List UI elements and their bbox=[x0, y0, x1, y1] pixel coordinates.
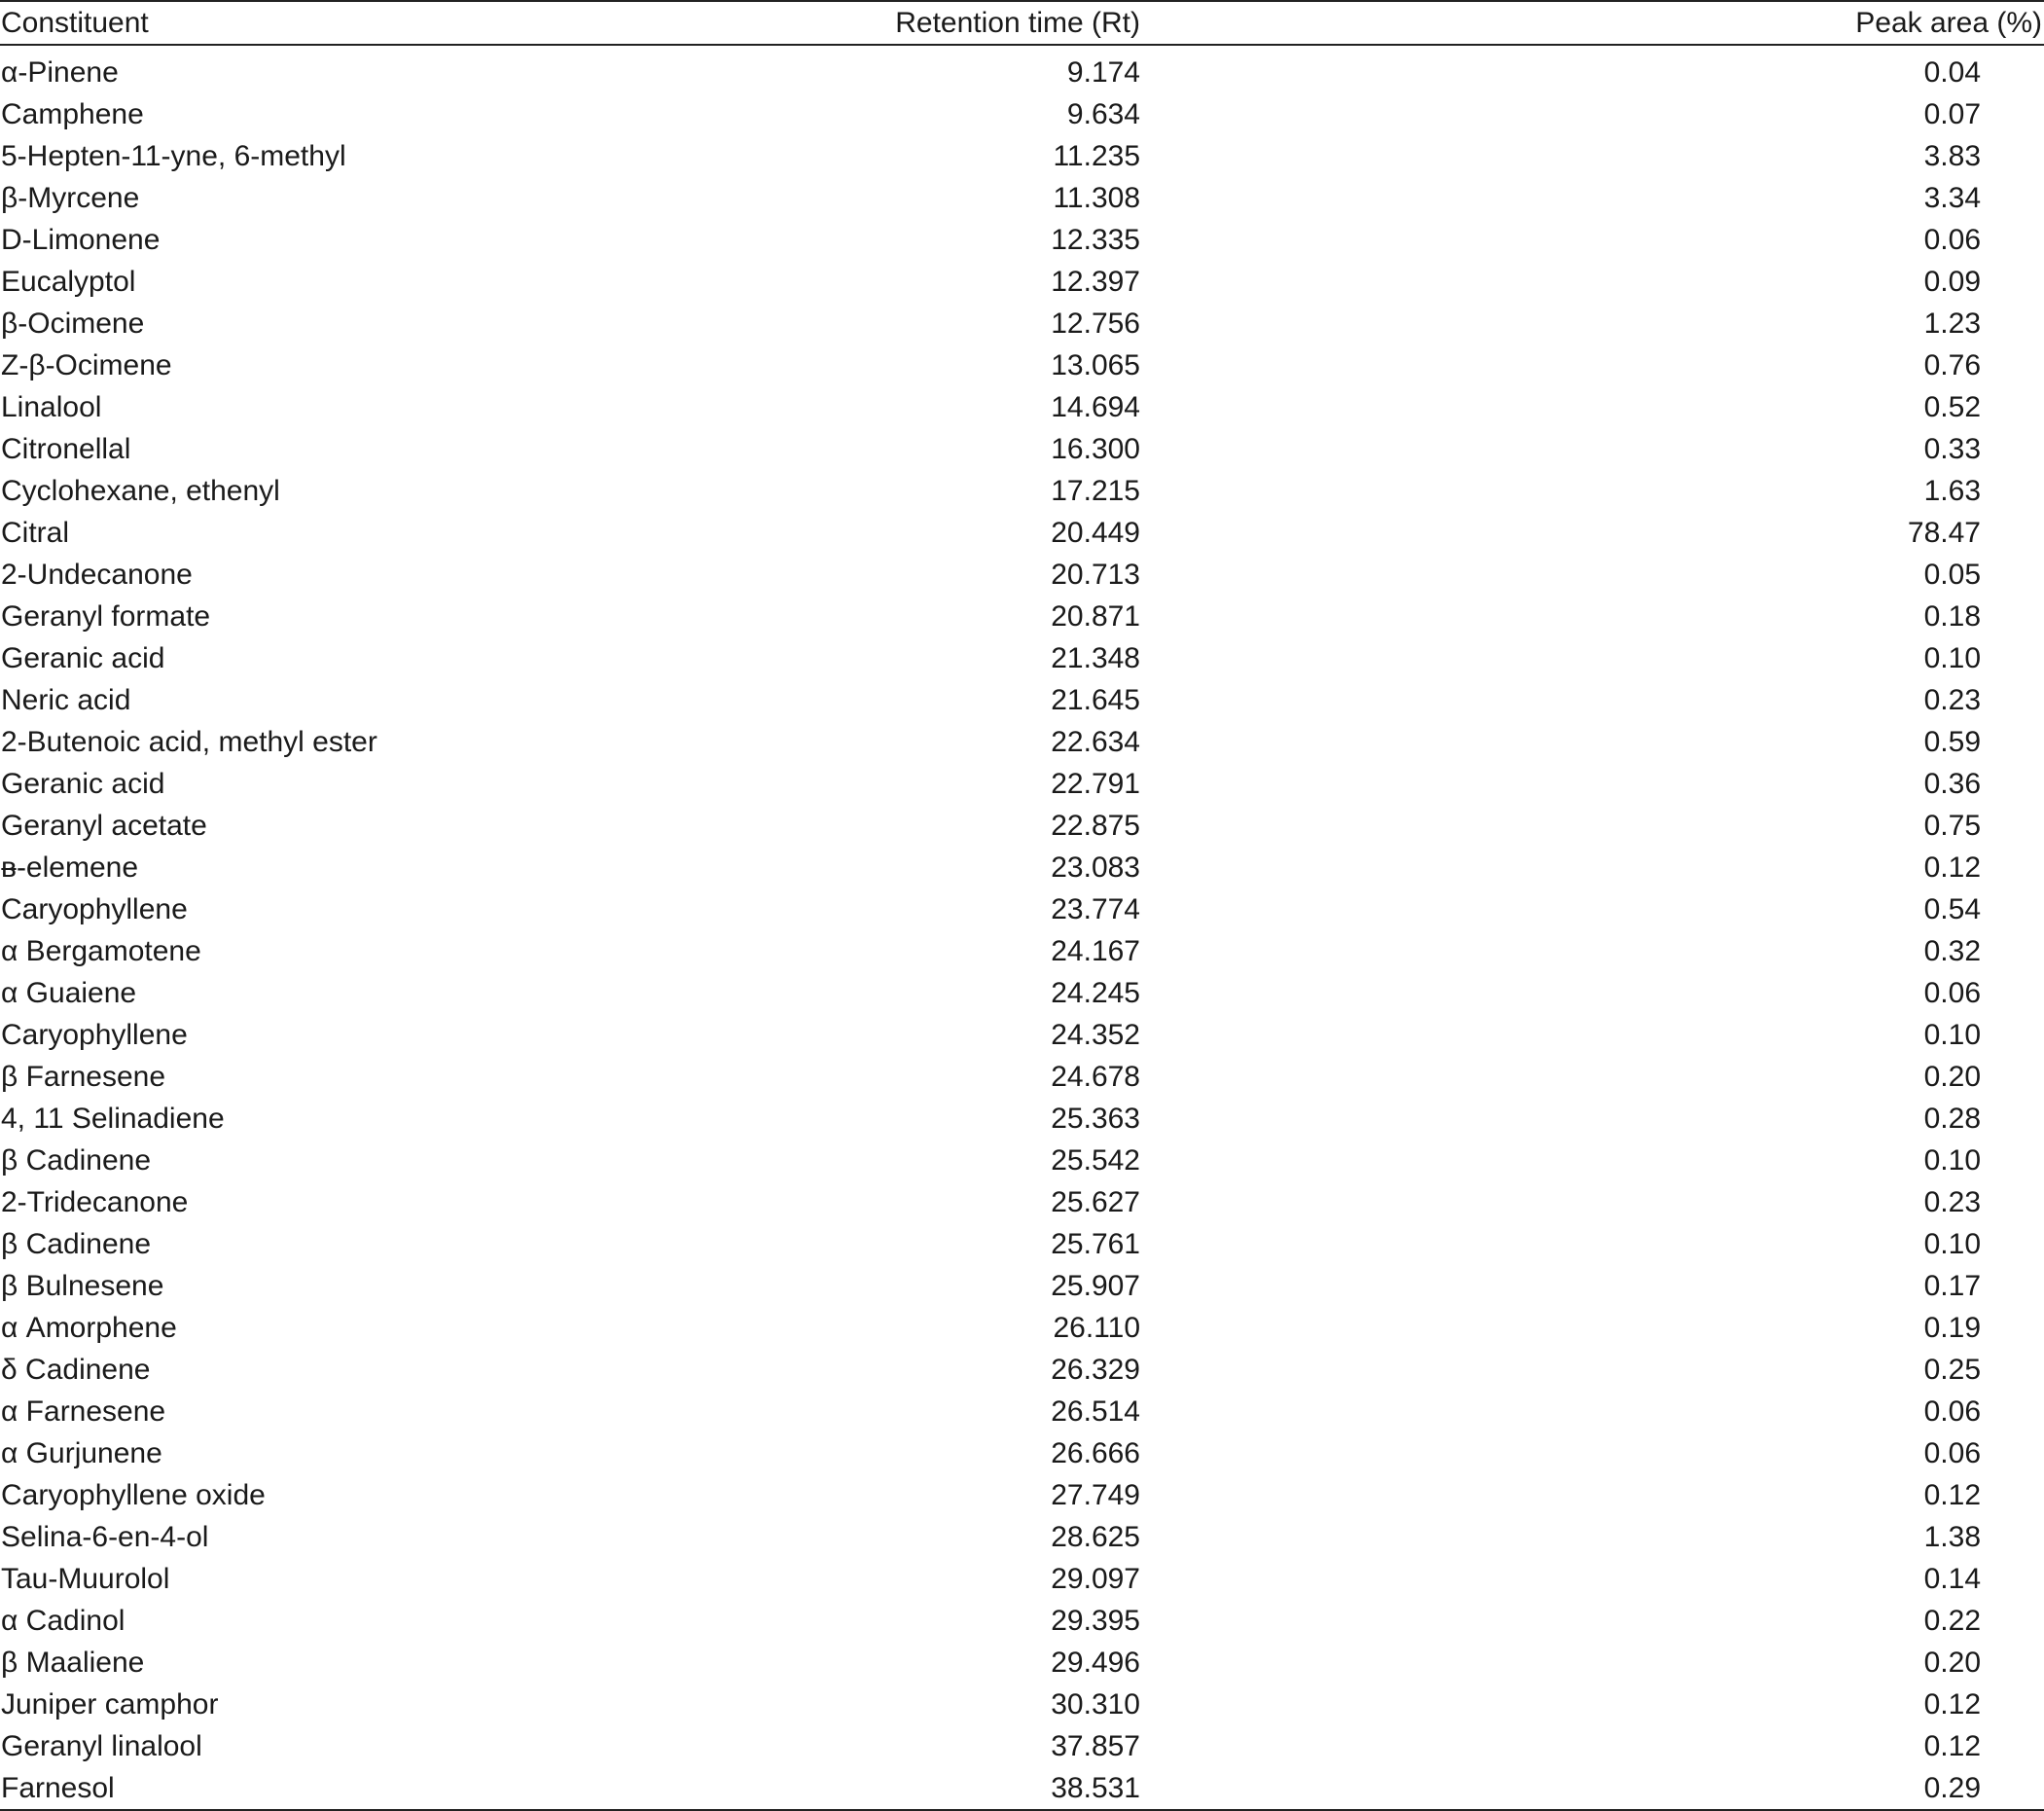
table-row bbox=[0, 1391, 2044, 1432]
cell-peak-area: 0.10 bbox=[1923, 1228, 1981, 1260]
cell-constituent: Citronellal bbox=[1, 433, 131, 465]
cell-peak-area: 0.54 bbox=[1923, 893, 1981, 925]
table-row bbox=[0, 763, 2044, 805]
cell-constituent: α Amorphene bbox=[1, 1312, 177, 1344]
cell-constituent: Geranyl linalool bbox=[1, 1730, 202, 1762]
cell-peak-area: 0.18 bbox=[1923, 600, 1981, 633]
cell-peak-area: 0.22 bbox=[1923, 1605, 1981, 1637]
cell-retention-time: 26.329 bbox=[1051, 1354, 1140, 1386]
cell-retention-time: 26.666 bbox=[1051, 1437, 1140, 1469]
column-header-constituent: Constituent bbox=[0, 1, 681, 45]
table-row bbox=[0, 45, 2044, 93]
cell-constituent: β Cadinene bbox=[1, 1228, 152, 1260]
cell-peak-area: 0.75 bbox=[1923, 810, 1981, 842]
cell-peak-area: 3.83 bbox=[1923, 140, 1981, 172]
cell-retention-time: 20.449 bbox=[1051, 517, 1140, 549]
cell-constituent: Geranyl acetate bbox=[1, 810, 207, 842]
table-row bbox=[0, 470, 2044, 512]
cell-retention-time: 11.308 bbox=[1053, 182, 1140, 214]
cell-peak-area: 0.36 bbox=[1923, 768, 1981, 800]
table-row bbox=[0, 177, 2044, 219]
cell-peak-area: 0.33 bbox=[1923, 433, 1981, 465]
table-row bbox=[0, 261, 2044, 303]
cell-constituent: 5-Hepten-11-yne, 6-methyl bbox=[1, 140, 346, 172]
cell-constituent: Juniper camphor bbox=[1, 1688, 219, 1720]
cell-retention-time: 30.310 bbox=[1051, 1688, 1140, 1720]
cell-peak-area: 0.52 bbox=[1923, 391, 1981, 423]
cell-retention-time: 14.694 bbox=[1051, 391, 1140, 423]
cell-peak-area: 0.10 bbox=[1923, 642, 1981, 674]
cell-retention-time: 16.300 bbox=[1051, 433, 1140, 465]
table-row bbox=[0, 1474, 2044, 1516]
cell-constituent: Cyclohexane, ethenyl bbox=[1, 475, 280, 507]
table-row bbox=[0, 721, 2044, 763]
cell-constituent: β Maaliene bbox=[1, 1647, 145, 1679]
cell-peak-area: 78.47 bbox=[1907, 517, 1981, 549]
cell-peak-area: 1.63 bbox=[1923, 475, 1981, 507]
column-header-peak-area: Peak area (%) bbox=[1140, 1, 2044, 45]
table-row bbox=[0, 93, 2044, 135]
cell-constituent: α-Pinene bbox=[1, 56, 119, 89]
cell-peak-area: 0.06 bbox=[1923, 1437, 1981, 1469]
cell-retention-time: 23.083 bbox=[1051, 851, 1140, 884]
cell-peak-area: 1.23 bbox=[1923, 308, 1981, 340]
column-header-retention-time: Retention time (Rt) bbox=[681, 1, 1140, 45]
cell-constituent: β Cadinene bbox=[1, 1144, 152, 1177]
cell-constituent: β Bulnesene bbox=[1, 1270, 164, 1302]
cell-constituent: Z-β-Ocimene bbox=[1, 349, 172, 381]
cell-constituent: β Farnesene bbox=[1, 1061, 166, 1093]
cell-peak-area: 0.04 bbox=[1923, 56, 1981, 89]
cell-retention-time: 38.531 bbox=[681, 1767, 1140, 1810]
table-row bbox=[0, 1098, 2044, 1140]
table-row bbox=[0, 1600, 2044, 1642]
cell-retention-time: 12.397 bbox=[1051, 266, 1140, 298]
table-row bbox=[0, 219, 2044, 261]
cell-peak-area: 0.09 bbox=[1923, 266, 1981, 298]
table-row bbox=[0, 554, 2044, 596]
cell-constituent: Geranic acid bbox=[1, 642, 165, 674]
cell-peak-area: 0.06 bbox=[1923, 224, 1981, 256]
cell-retention-time: 24.352 bbox=[1051, 1019, 1140, 1051]
table-row bbox=[0, 135, 2044, 177]
cell-retention-time: 25.761 bbox=[1051, 1228, 1140, 1260]
table-row bbox=[0, 930, 2044, 972]
cell-peak-area: 0.06 bbox=[1923, 977, 1981, 1009]
cell-peak-area: 0.17 bbox=[1923, 1270, 1981, 1302]
table-row bbox=[0, 344, 2044, 386]
table-row bbox=[0, 1432, 2044, 1474]
cell-retention-time: 12.335 bbox=[1051, 224, 1140, 256]
cell-peak-area: 0.23 bbox=[1923, 1186, 1981, 1218]
table-row bbox=[0, 512, 2044, 554]
cell-constituent: Caryophyllene oxide bbox=[1, 1479, 266, 1511]
table-row bbox=[0, 888, 2044, 930]
table-row bbox=[0, 805, 2044, 847]
cell-retention-time: 9.634 bbox=[1066, 98, 1140, 130]
cell-retention-time: 20.871 bbox=[1051, 600, 1140, 633]
cell-retention-time: 23.774 bbox=[1051, 893, 1140, 925]
cell-constituent: 2-Butenoic acid, methyl ester bbox=[1, 726, 377, 758]
cell-constituent: Citral bbox=[1, 517, 70, 549]
cell-retention-time: 27.749 bbox=[1051, 1479, 1140, 1511]
cell-retention-time: 25.363 bbox=[1051, 1103, 1140, 1135]
cell-constituent: 2-Tridecanone bbox=[1, 1186, 189, 1218]
cell-peak-area: 0.19 bbox=[1923, 1312, 1981, 1344]
cell-constituent: α Farnesene bbox=[1, 1395, 166, 1428]
cell-constituent: Selina-6-en-4-ol bbox=[1, 1521, 209, 1553]
cell-constituent: α Cadinol bbox=[1, 1605, 126, 1637]
cell-retention-time: 17.215 bbox=[1051, 475, 1140, 507]
cell-constituent: D-Limonene bbox=[1, 224, 161, 256]
cell-constituent: Caryophyllene bbox=[1, 893, 188, 925]
cell-peak-area: 0.12 bbox=[1923, 851, 1981, 884]
cell-peak-area: 0.14 bbox=[1923, 1563, 1981, 1595]
table-header bbox=[0, 1, 2044, 45]
table-row bbox=[0, 1181, 2044, 1223]
cell-retention-time: 24.245 bbox=[1051, 977, 1140, 1009]
cell-retention-time: 24.678 bbox=[1051, 1061, 1140, 1093]
cell-constituent: Neric acid bbox=[1, 684, 131, 716]
cell-retention-time: 26.514 bbox=[1051, 1395, 1140, 1428]
cell-retention-time: 9.174 bbox=[1066, 56, 1140, 89]
table-row bbox=[0, 1725, 2044, 1767]
table-row bbox=[0, 1140, 2044, 1181]
cell-peak-area: 0.25 bbox=[1923, 1354, 1981, 1386]
cell-peak-area: 0.10 bbox=[1923, 1019, 1981, 1051]
cell-constituent: Tau-Muurolol bbox=[1, 1563, 170, 1595]
table-row bbox=[0, 1558, 2044, 1600]
cell-peak-area: 0.07 bbox=[1923, 98, 1981, 130]
cell-peak-area: 0.20 bbox=[1923, 1647, 1981, 1679]
table-row bbox=[0, 428, 2044, 470]
table-row bbox=[0, 1056, 2044, 1098]
cell-peak-area: 0.59 bbox=[1923, 726, 1981, 758]
header-row bbox=[0, 1, 2044, 45]
cell-constituent: Linalool bbox=[1, 391, 102, 423]
table-body bbox=[0, 45, 2044, 1810]
cell-peak-area: 1.38 bbox=[1923, 1521, 1981, 1553]
cell-retention-time: 25.907 bbox=[1051, 1270, 1140, 1302]
cell-peak-area: 0.12 bbox=[1923, 1479, 1981, 1511]
cell-retention-time: 25.627 bbox=[1051, 1186, 1140, 1218]
table-row bbox=[0, 637, 2044, 679]
cell-retention-time: 12.756 bbox=[1051, 308, 1140, 340]
table-row bbox=[0, 1684, 2044, 1725]
cell-constituent: β-Ocimene bbox=[1, 308, 145, 340]
cell-retention-time: 22.791 bbox=[1051, 768, 1140, 800]
cell-constituent: ᴃ-elemene bbox=[1, 851, 139, 884]
table-row bbox=[0, 386, 2044, 428]
cell-peak-area: 0.05 bbox=[1923, 559, 1981, 591]
table-row bbox=[0, 1349, 2044, 1391]
cell-retention-time: 37.857 bbox=[1051, 1730, 1140, 1762]
table-row bbox=[0, 1307, 2044, 1349]
cell-constituent: δ Cadinene bbox=[1, 1354, 151, 1386]
cell-constituent: Geranic acid bbox=[1, 768, 165, 800]
cell-retention-time: 29.395 bbox=[1051, 1605, 1140, 1637]
cell-peak-area: 0.76 bbox=[1923, 349, 1981, 381]
cell-retention-time: 22.634 bbox=[1051, 726, 1140, 758]
cell-constituent: Caryophyllene bbox=[1, 1019, 188, 1051]
cell-retention-time: 11.235 bbox=[1053, 140, 1140, 172]
cell-peak-area: 0.32 bbox=[1923, 935, 1981, 967]
cell-retention-time: 29.496 bbox=[1051, 1647, 1140, 1679]
table-row bbox=[0, 1767, 2044, 1810]
cell-constituent: β-Myrcene bbox=[1, 182, 140, 214]
table-row bbox=[0, 1642, 2044, 1684]
cell-retention-time: 24.167 bbox=[1051, 935, 1140, 967]
table-row bbox=[0, 596, 2044, 637]
cell-constituent: Camphene bbox=[1, 98, 144, 130]
table-row bbox=[0, 1516, 2044, 1558]
cell-constituent: 2-Undecanone bbox=[1, 559, 193, 591]
cell-retention-time: 21.348 bbox=[1051, 642, 1140, 674]
cell-retention-time: 20.713 bbox=[1051, 559, 1140, 591]
cell-constituent: α Bergamotene bbox=[1, 935, 201, 967]
cell-peak-area: 0.28 bbox=[1923, 1103, 1981, 1135]
table-row bbox=[0, 1223, 2044, 1265]
cell-peak-area: 0.12 bbox=[1923, 1688, 1981, 1720]
table-row bbox=[0, 972, 2044, 1014]
cell-peak-area: 0.23 bbox=[1923, 684, 1981, 716]
cell-retention-time: 13.065 bbox=[1051, 349, 1140, 381]
cell-retention-time: 21.645 bbox=[1051, 684, 1140, 716]
cell-retention-time: 26.110 bbox=[1053, 1312, 1140, 1344]
cell-constituent: Eucalyptol bbox=[1, 266, 136, 298]
cell-constituent: α Guaiene bbox=[1, 977, 137, 1009]
cell-retention-time: 28.625 bbox=[1051, 1521, 1140, 1553]
table-row bbox=[0, 1265, 2044, 1307]
cell-peak-area: 0.20 bbox=[1923, 1061, 1981, 1093]
cell-retention-time: 25.542 bbox=[1051, 1144, 1140, 1177]
cell-peak-area: 0.29 bbox=[1140, 1767, 2044, 1810]
table-row bbox=[0, 847, 2044, 888]
cell-retention-time: 29.097 bbox=[1051, 1563, 1140, 1595]
cell-constituent: α Gurjunene bbox=[1, 1437, 162, 1469]
cell-constituent: Farnesol bbox=[0, 1767, 681, 1810]
table-row bbox=[0, 679, 2044, 721]
cell-peak-area: 3.34 bbox=[1923, 182, 1981, 214]
table-row bbox=[0, 303, 2044, 344]
cell-constituent: Geranyl formate bbox=[1, 600, 211, 633]
cell-peak-area: 0.10 bbox=[1923, 1144, 1981, 1177]
cell-peak-area: 0.12 bbox=[1923, 1730, 1981, 1762]
cell-peak-area: 0.06 bbox=[1923, 1395, 1981, 1428]
cell-constituent: 4, 11 Selinadiene bbox=[1, 1103, 225, 1135]
table-row bbox=[0, 1014, 2044, 1056]
cell-retention-time: 22.875 bbox=[1051, 810, 1140, 842]
